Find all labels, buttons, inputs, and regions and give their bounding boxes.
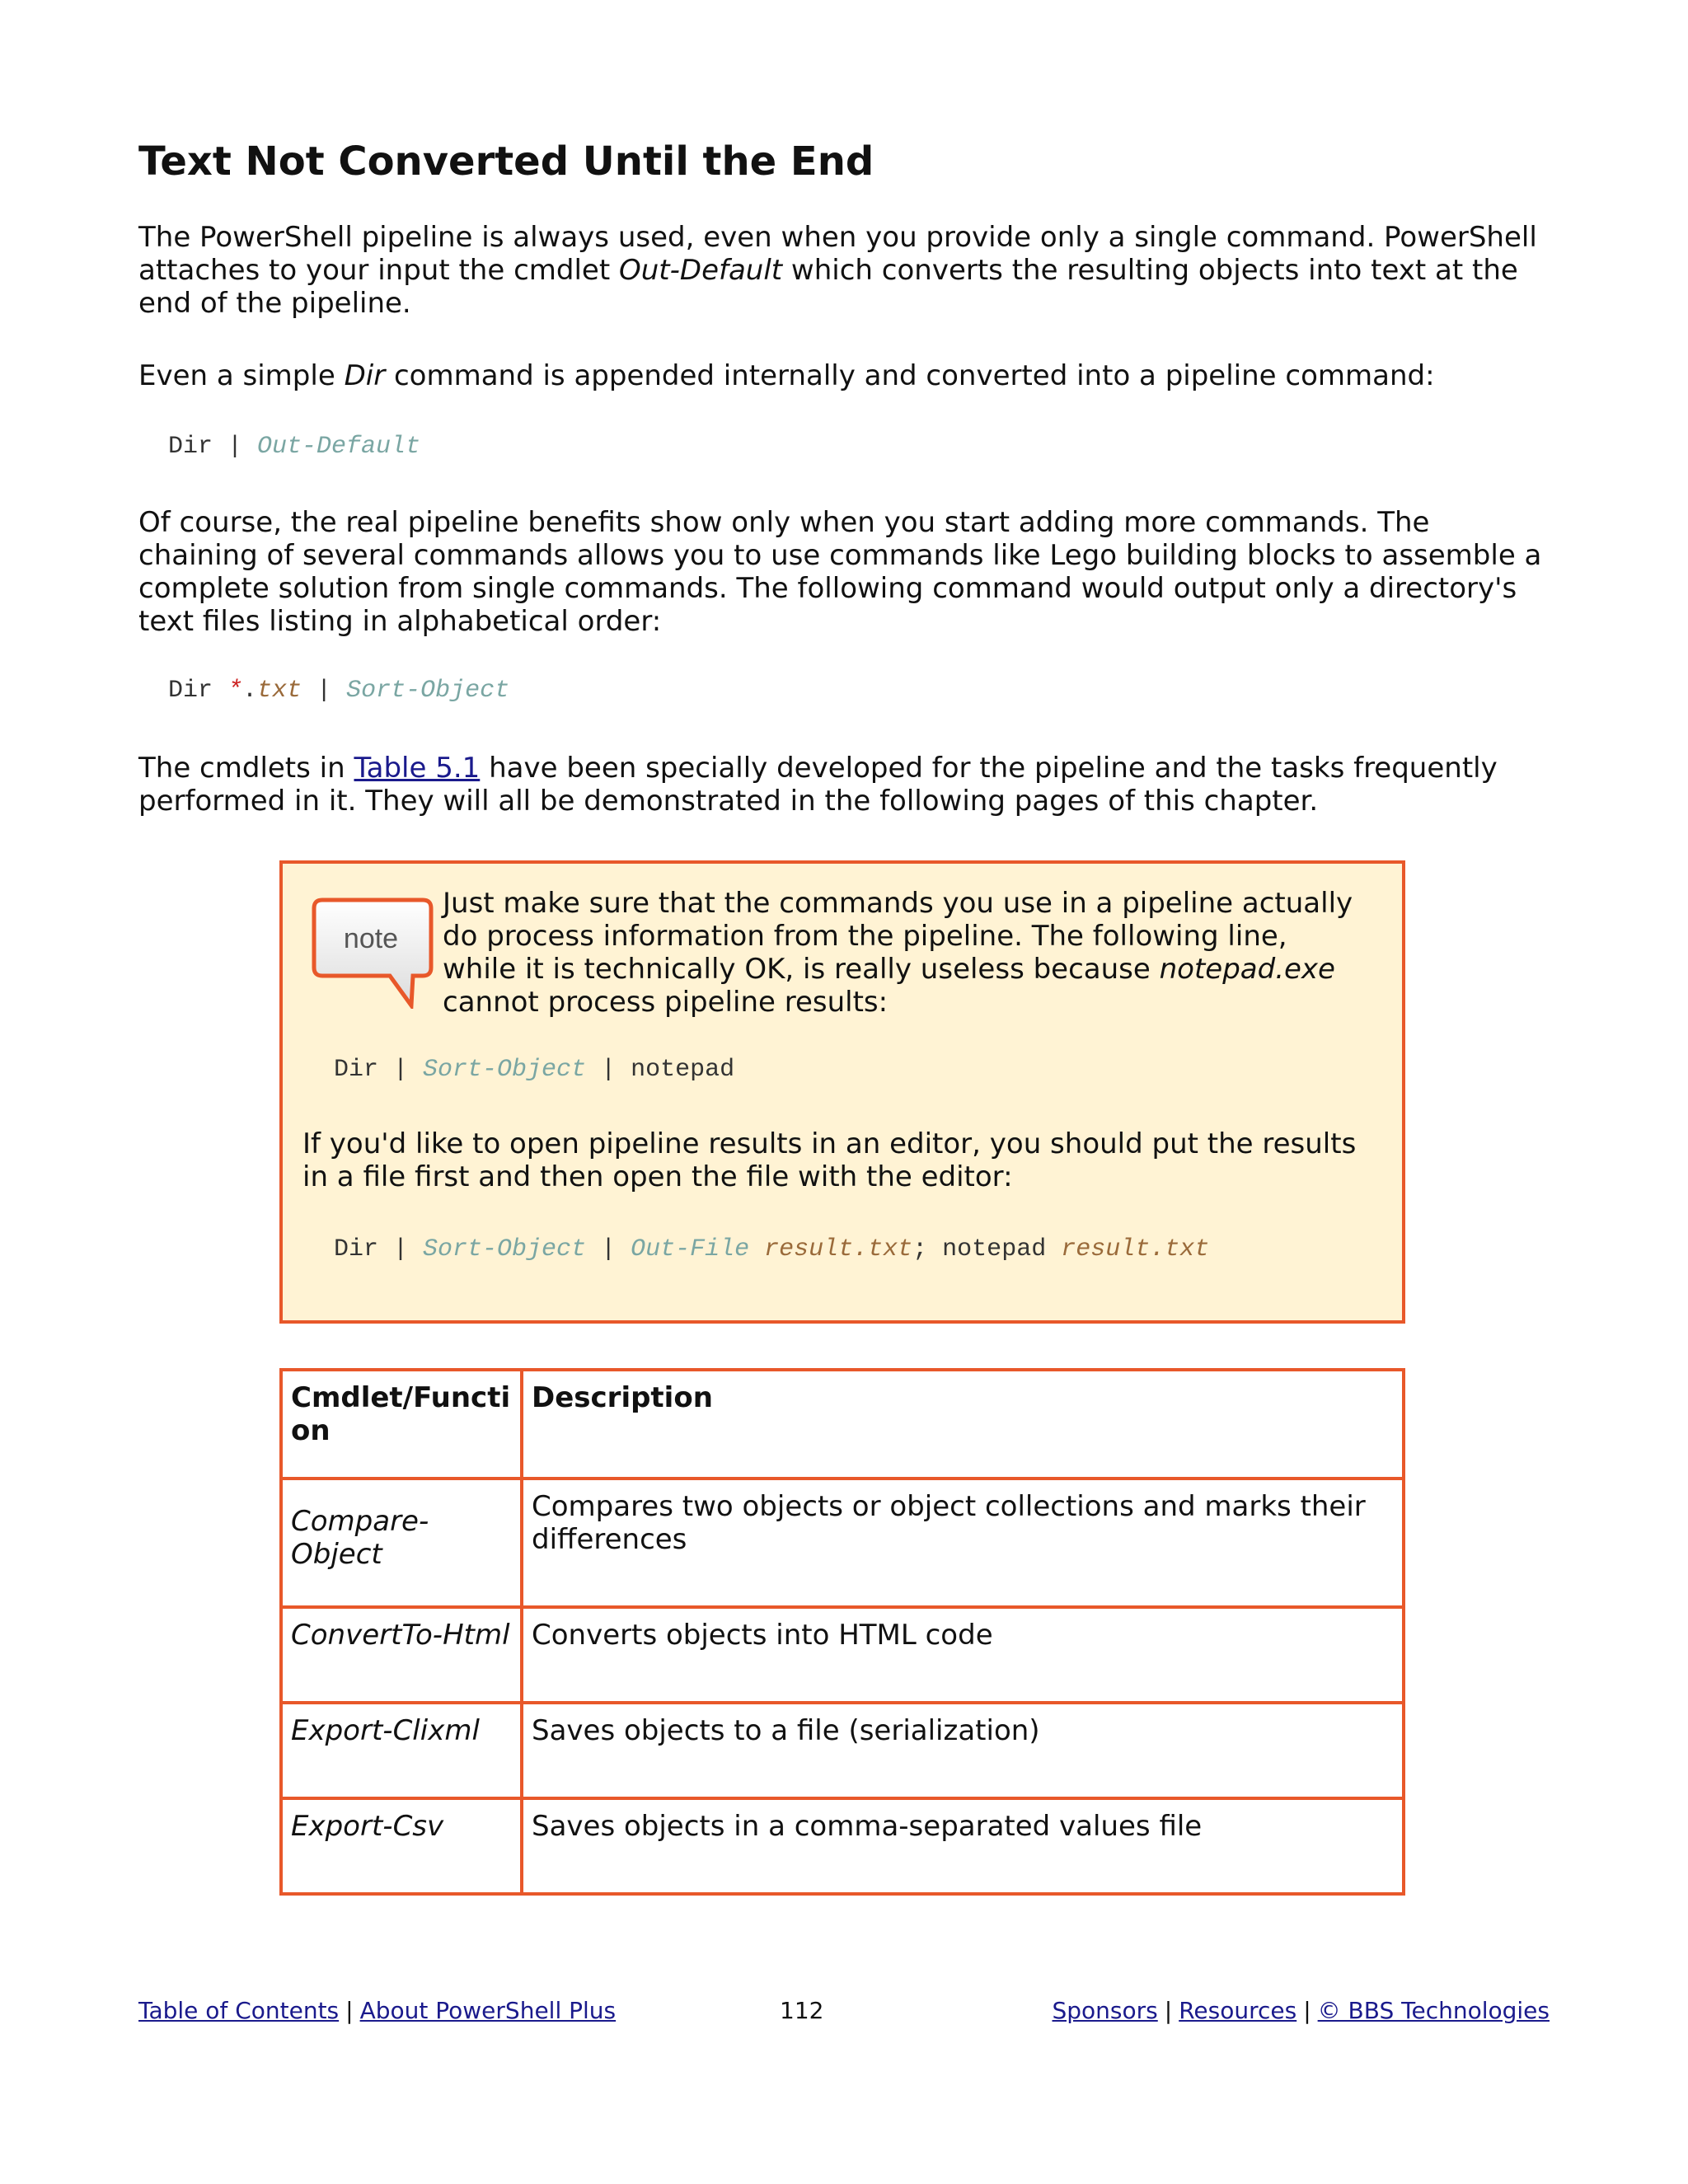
note-code2-pipe2: | bbox=[586, 1235, 631, 1263]
note-code2-notepad: ; notepad bbox=[912, 1235, 1062, 1263]
para2-text-start: Even a simple bbox=[138, 359, 345, 392]
table-row bbox=[281, 1607, 1404, 1703]
bbs-technologies-link[interactable]: © BBS Technologies bbox=[1317, 1997, 1550, 2024]
header-cmdlet: Cmdlet/Functi on bbox=[281, 1370, 522, 1479]
about-powershell-plus-link[interactable]: About PowerShell Plus bbox=[359, 1997, 617, 2024]
para1-cmdlet-name: Out-Default bbox=[618, 254, 783, 287]
cmdlet-description: Converts objects into HTML code bbox=[522, 1607, 1404, 1703]
section-title: Text Not Converted Until the End bbox=[138, 138, 874, 185]
note-code2-file1: result.txt bbox=[764, 1235, 913, 1263]
footer-left-links bbox=[138, 1994, 616, 2027]
para1-text-start: The PowerShell pipeline is always used, even when you provide only a single command. PowerShell attaches to your input the cmdlet bbox=[138, 221, 1537, 287]
note-code-out-file bbox=[334, 1233, 1209, 1266]
note-code1-notepad: notepad bbox=[631, 1056, 735, 1084]
table-5-1-link[interactable]: Table 5.1 bbox=[354, 752, 481, 785]
cmdlet-name: ConvertTo-Html bbox=[281, 1607, 522, 1703]
footer-separator: | bbox=[1164, 1997, 1173, 2024]
note-code1-dir: Dir bbox=[334, 1056, 379, 1084]
code2-wildcard: * bbox=[227, 677, 243, 705]
para4-text-end: have been specially developed for the pipeline and the tasks frequently performed in it. They will all be demonstrated in the following pages of this chapter. bbox=[138, 752, 1498, 818]
note-callout bbox=[279, 860, 1405, 1324]
header-description: Description bbox=[522, 1370, 1404, 1479]
para1-text-end: which converts the resulting objects into text at the end of the pipeline. bbox=[138, 254, 1518, 320]
note-code1-pipe2: | bbox=[586, 1056, 631, 1084]
note-code2-file2: result.txt bbox=[1061, 1235, 1210, 1263]
sponsors-link[interactable]: Sponsors bbox=[1052, 1997, 1158, 2024]
note-code2-out-file-cmdlet: Out-File bbox=[631, 1235, 750, 1263]
cmdlet-name: Compare-Object bbox=[281, 1479, 522, 1607]
para2-text-end: command is appended internally and converted into a pipeline command: bbox=[385, 359, 1435, 392]
note-notepad-exe: notepad.exe bbox=[1159, 953, 1335, 986]
code1-pipe: | bbox=[213, 433, 258, 461]
resources-link[interactable]: Resources bbox=[1179, 1997, 1297, 2024]
para4-text-start: The cmdlets in bbox=[138, 752, 354, 785]
cmdlet-name: Export-Clixml bbox=[281, 1703, 522, 1798]
note-text-end: cannot process pipeline results: bbox=[443, 986, 889, 1019]
note-speech-bubble-icon bbox=[311, 897, 434, 1009]
cmdlet-description: Compares two objects or object collections and marks their differences bbox=[522, 1479, 1404, 1607]
cmdlet-description: Saves objects in a comma-separated values file bbox=[522, 1798, 1404, 1894]
code2-dot: . bbox=[242, 677, 258, 705]
page-footer bbox=[138, 1994, 1550, 2027]
table-of-contents-link[interactable]: Table of Contents bbox=[138, 1997, 340, 2024]
note-icon-label: note bbox=[343, 923, 399, 954]
footer-separator: | bbox=[1303, 1997, 1311, 2024]
note-editor-advice: If you'd like to open pipeline results in an editor, you should put the results in a file first and then open the file with the editor: bbox=[302, 1127, 1357, 1193]
note-code2-dir: Dir bbox=[334, 1235, 379, 1263]
footer-right-links bbox=[1053, 1994, 1550, 2027]
table-row bbox=[281, 1798, 1404, 1894]
table-header-row bbox=[281, 1370, 1404, 1479]
note-text-start: Just make sure that the commands you use in a pipeline actually do process information from the pipeline. The following line, while it is technically OK, is really useless because bbox=[443, 887, 1353, 986]
table-row bbox=[281, 1703, 1404, 1798]
note-text bbox=[443, 887, 1366, 1019]
paragraph-table-reference bbox=[138, 752, 1550, 818]
page-number: 112 bbox=[780, 1997, 824, 2024]
note-code2-sort-cmdlet: Sort-Object bbox=[423, 1235, 587, 1263]
paragraph-chaining: Of course, the real pipeline benefits show only when you start adding more commands. The chaining of several commands allows you to use commands like Lego building blocks to assemble a complete solution from single commands. The following command would output only a directory's text files listing in alphabetical order: bbox=[138, 506, 1542, 638]
note-code2-pipe1: | bbox=[378, 1235, 424, 1263]
note-code-notepad bbox=[334, 1053, 734, 1086]
note-code1-pipe1: | bbox=[378, 1056, 424, 1084]
para2-dir: Dir bbox=[344, 359, 386, 392]
code1-dir: Dir bbox=[168, 433, 213, 461]
code2-cmdlet: Sort-Object bbox=[346, 677, 510, 705]
code1-cmdlet: Out-Default bbox=[257, 433, 421, 461]
cmdlet-name: Export-Csv bbox=[281, 1798, 522, 1894]
paragraph-dir-command bbox=[138, 359, 1550, 392]
paragraph-out-default bbox=[138, 221, 1550, 320]
cmdlet-table bbox=[279, 1368, 1405, 1896]
cmdlet-description: Saves objects to a file (serialization) bbox=[522, 1703, 1404, 1798]
code2-pipe: | bbox=[302, 677, 347, 705]
note-code1-cmdlet: Sort-Object bbox=[423, 1056, 587, 1084]
note-code2-space bbox=[749, 1235, 764, 1263]
footer-separator: | bbox=[345, 1997, 354, 2024]
code2-dir: Dir bbox=[168, 677, 228, 705]
table-row bbox=[281, 1479, 1404, 1607]
code-dir-sort bbox=[168, 674, 509, 707]
code2-extension: txt bbox=[257, 677, 302, 705]
code-dir-out-default bbox=[168, 430, 420, 463]
